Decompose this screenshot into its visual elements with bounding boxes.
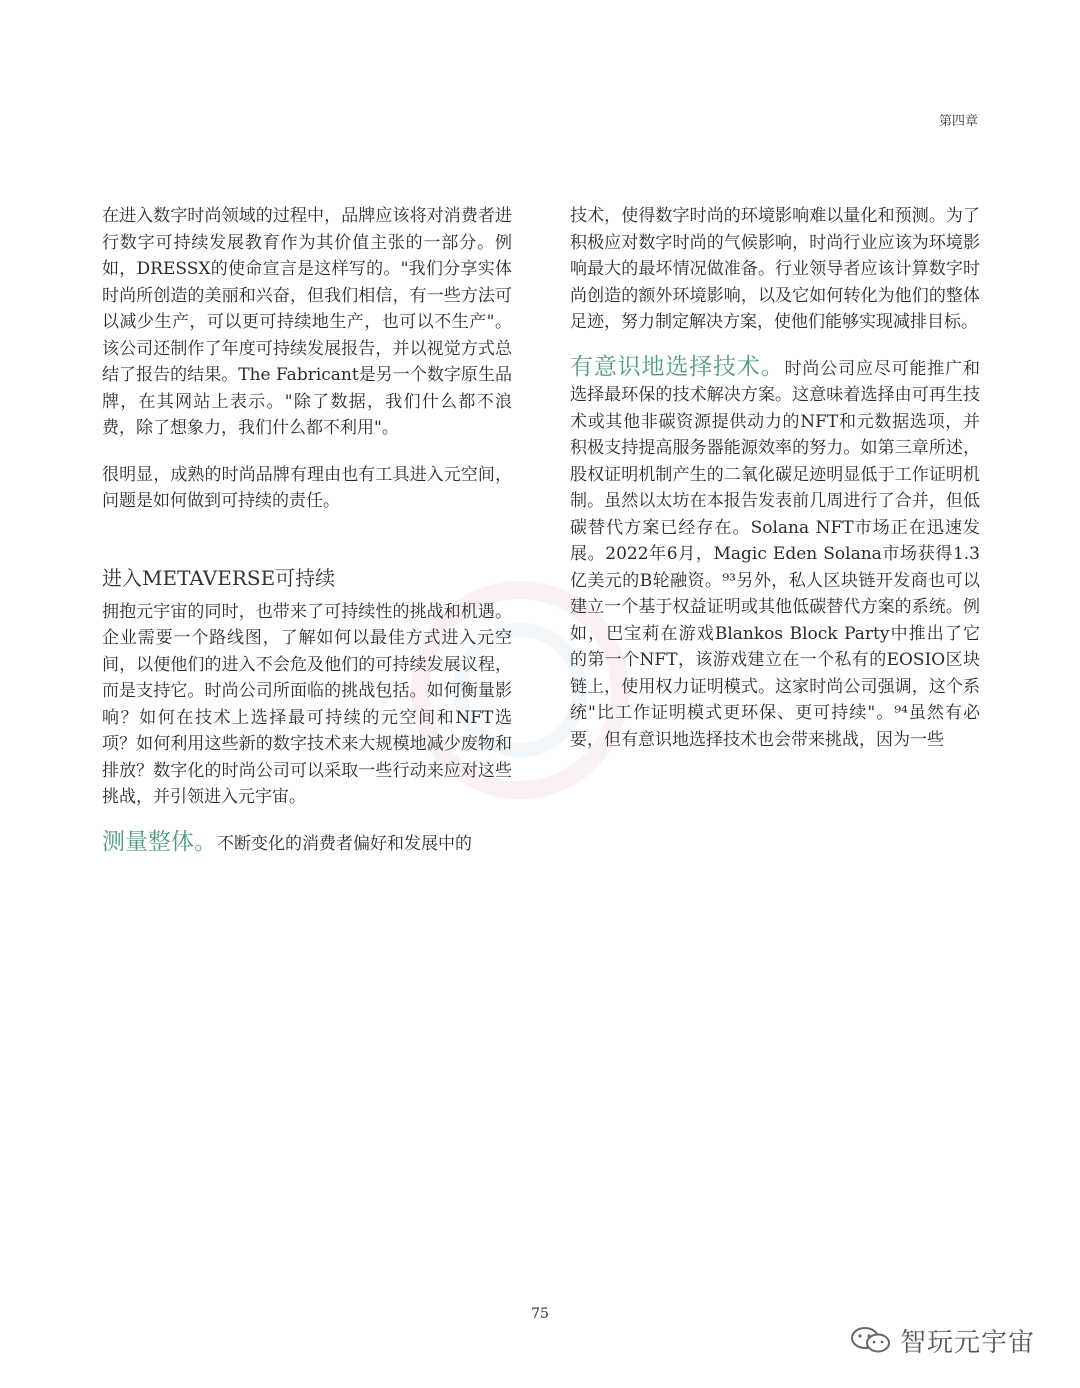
lead-heading-measure: 测量整体。 xyxy=(102,828,217,855)
left-paragraph-1: 在进入数字时尚领域的过程中，品牌应该将对消费者进行数字可持续发展教育作为其价值主张的一部分。例如，DRESSX的使命宣言是这样写的。"我们分享实体时尚所创造的美丽和兴奋，但我们相信，有一些方法可以减少生产，可以更可持续地生产，也可以不生产"。该公司还制作了年度可持续发展报告，并以视觉方式总结了报告的结果。The Fabricant是另一个数字原生品牌，在其网站上表示。"除了数据，我们什么都不浪费，除了想象力，我们什么都不利用"。 xyxy=(102,206,512,438)
chapter-label: 第四章 xyxy=(938,114,978,129)
left-paragraph-4 xyxy=(102,829,512,858)
right-paragraph-2 xyxy=(570,354,980,754)
right-paragraph-2-text: 时尚公司应尽可能推广和选择最环保的技术解决方案。这意味着选择由可再生技术或其他非碳资源提供动力的NFT和元数据选项，并积极支持提高服务器能源效率的努力。如第三章所述，股权证明机制产生的二氧化碳足迹明显低于工作证明机制。虽然以太坊在本报告发表前几周进行了合并，但低碳替代方案已经存在。Solana NFT市场正在迅速发展。2022年6月，Magic Eden Solana市场获得1.3亿美元的B轮融资。⁹³另外，私人区块链开发商也可以建立一个基于权益证明或其他低碳替代方案的系统。例如，巴宝莉在游戏Blankos Block Party中推出了它的第一个NFT，该游戏建立在一个私有的EOSIO区块链上，使用权力证明模式。这家时尚公司强调，这个系统"比工作证明模式更环保、更可持续"。⁹⁴虽然有必要，但有意识地选择技术也会带来挑战，因为一些 xyxy=(570,358,981,750)
right-paragraph-1: 技术，使得数字时尚的环境影响难以量化和预测。为了积极应对数字时尚的气候影响，时尚行业应该为环境影响最大的最坏情况做准备。行业领导者应该计算数字时尚创造的额外环境影响，以及它如何转化为他们的整体足迹，努力制定解决方案，使他们能够实现减排目标。 xyxy=(570,206,980,332)
page-number: 75 xyxy=(531,1306,549,1322)
section-title: 进入METAVERSE可持续 xyxy=(102,565,336,590)
brand-watermark xyxy=(850,1320,1050,1360)
brand-name: 智玩元宇宙 xyxy=(900,1327,1036,1358)
lead-heading-technology: 有意识地选择技术。 xyxy=(570,353,785,380)
left-column xyxy=(102,203,512,857)
left-paragraph-2: 很明显，成熟的时尚品牌有理由也有工具进入元空间，问题是如何做到可持续的责任。 xyxy=(102,464,512,511)
wechat-icon xyxy=(850,1325,892,1355)
left-paragraph-3: 拥抱元宇宙的同时，也带来了可持续性的挑战和机遇。企业需要一个路线图，了解如何以最佳方式进入元空间，以便他们的进入不会危及他们的可持续发展议程，而是支持它。时尚公司所面临的挑战包括。如何衡量影响？如何在技术上选择最可持续的元空间和NFT选项？如何利用这些新的数字技术来大规模地减少废物和排放？数字化的时尚公司可以采取一些行动来应对这些挑战，并引领进入元宇宙。 xyxy=(102,601,512,807)
right-column xyxy=(570,203,980,753)
left-paragraph-4-text: 不断变化的消费者偏好和发展中的 xyxy=(217,833,472,854)
